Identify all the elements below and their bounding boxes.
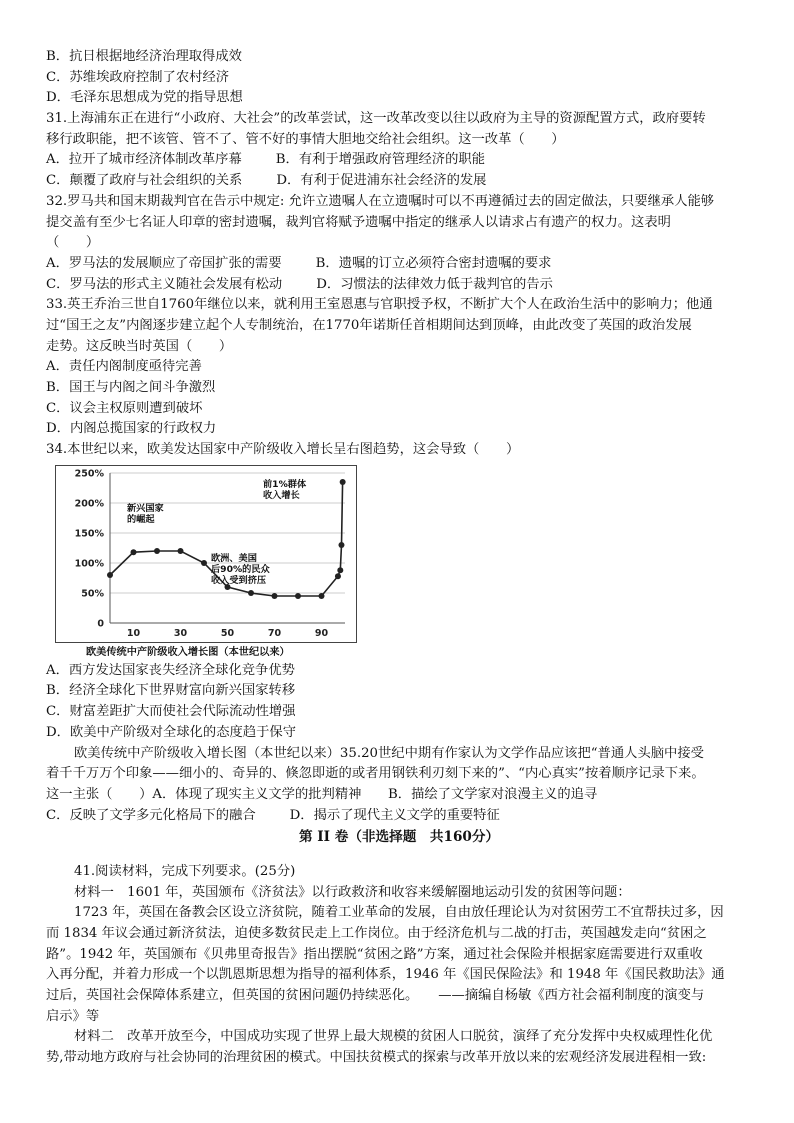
data-point	[340, 479, 346, 485]
annotation-text: 前1%群体	[263, 478, 307, 490]
q35-option-d: D．揭示了现代主义文学的重要特征	[289, 807, 500, 823]
q33-stem-line-2: 过“国王之友”内阁逐步建立起个人专制统治，在1770年诺斯任首相期间达到顶峰，由此改变了英国的政治发展	[46, 317, 692, 333]
annotation-text: 新兴国家	[127, 502, 164, 514]
y-tick-label: 100%	[74, 558, 104, 570]
q31-options-row-1	[46, 150, 752, 171]
q41-material-1-line-2: 1723 年，英国在备教会区设立济贫院，随着工业革命的发展，自由放任理论认为对贫困劳工不宜帮扶过多，因	[74, 905, 724, 921]
q32-stem-line-3: （ ）	[46, 235, 100, 251]
q33-option-a: A．责任内阁制度亟待完善	[46, 359, 202, 375]
q32-options-row-2	[46, 275, 752, 296]
q32-option-c: C．罗马法的形式主义随社会发展有松动	[46, 276, 283, 292]
annotation-text: 后90%的民众	[211, 563, 270, 575]
chart-frame	[56, 465, 357, 642]
q31-stem-line-1: 31.上海浦东正在进行“小政府、大社会”的改革尝试，这一改革改变以往以政府为主导的资源配置方式，政府要转	[46, 111, 706, 127]
q41-material-1-line-3: 而 1834 年议会通过新济贫法，迫使多数贫民走上工作岗位。由于经济危机与二战的打击，英国越发走向“贫困之	[46, 926, 707, 941]
q33-option-c: C．议会主权原则遭到破坏	[46, 400, 203, 416]
annotation-text: 收入增长	[263, 489, 300, 501]
data-point	[319, 593, 325, 599]
annotation-text: 欧洲、美国	[211, 552, 257, 564]
q32-option-b: B．遗嘱的订立必须符合密封遗嘱的要求	[315, 255, 552, 271]
q32-option-d: D．习惯法的法律效力低于裁判官的告示	[316, 276, 553, 292]
q41-material-2-line-1: 材料二 改革开放至今，中国成功实现了世界上最大规模的贫困人口脱贫，演绎了充分发挥中央权威理性化优	[74, 1029, 713, 1045]
chart-svg	[55, 465, 357, 643]
y-tick-label: 150%	[74, 528, 104, 540]
q41-material-1-line-7: 启示》等	[46, 1008, 100, 1024]
q30-option-b: B．抗日根据地经济治理取得成效	[46, 49, 242, 64]
annotation-text: 的崛起	[127, 513, 155, 525]
q41-material-1-line-4: 路”。1942 年，英国颁布《贝弗里奇报告》指出摆脱“贫困之路”方案，通过社会保险并根据家庭需要进行双重收	[46, 946, 703, 962]
q33-option-d: D．内阁总揽国家的行政权力	[46, 421, 217, 437]
q31-option-b: B．有利于增强政府管理经济的职能	[275, 152, 485, 168]
data-point	[178, 548, 184, 554]
q35-stem-line-3: 这一主张（ ）A．体现了现实主义文学的批判精神 B．描绘了文学家对浪漫主义的追寻	[46, 786, 598, 802]
q41-stem: 41.阅读材料，完成下列要求。(25分)	[74, 863, 296, 879]
data-point	[337, 567, 343, 573]
data-point	[338, 542, 344, 548]
exam-page	[46, 47, 752, 1069]
q34-option-a: A．西方发达国家丧失经济全球化竞争优势	[46, 662, 295, 678]
q32-options-row-1	[46, 254, 752, 275]
data-point	[154, 548, 160, 554]
q32-option-a: A．罗马法的发展顺应了帝国扩张的需要	[46, 255, 282, 271]
q33-stem-line-3: 走势。这反映当时英国（ ）	[46, 338, 233, 354]
data-point	[295, 593, 301, 599]
q35-option-c: C．反映了文学多元化格局下的融合	[46, 807, 256, 823]
q41-material-2-line-2: 势,带动地方政府与社会协同的治理贫困的模式。中国扶贫模式的探索与改革开放以来的宏观经济发展进程相一致:	[46, 1050, 707, 1066]
q41-material-1-line-1: 材料一 1601 年，英国颁布《济贫法》以行政救济和收容来缓解圈地运动引发的贫困等问题：	[74, 884, 631, 900]
y-tick-label: 50%	[81, 588, 104, 600]
q33-option-b: B．国王与内阁之间斗争激烈	[46, 380, 216, 395]
y-tick-label: 250%	[74, 468, 104, 480]
q32-stem-line-1: 32.罗马共和国末期裁判官在告示中规定: 允许立遗嘱人在立遗嘱时可以不再遵循过去的固定做法，只要继承人能够	[46, 193, 715, 209]
q34-option-b: B．经济全球化下世界财富向新兴国家转移	[46, 683, 296, 699]
data-point	[335, 573, 341, 579]
q31-option-c: C．颠覆了政府与社会组织的关系	[46, 173, 243, 189]
q41-material-1-line-6: 过后，英国社会保障体系建立，但英国的贫困问题仍持续恶化。 ——摘编自杨敏《西方社会福利制度的演变与	[46, 988, 705, 1004]
data-point	[248, 590, 254, 596]
q35-stem-line-1: 欧美传统中产阶级收入增长图（本世纪以来）35.20世纪中期有作家认为文学作品应该把“普通人头脑中接受	[74, 745, 704, 761]
q35-stem-line-2: 着千千万万个印象——细小的、奇异的、倏忽即逝的或者用钢铁利刃刻下来的”、“内心真实”按着顺序记录下来。	[46, 766, 705, 782]
q34-stem: 34.本世纪以来，欧美发达国家中产阶级收入增长呈右图趋势，这会导致（ ）	[46, 442, 520, 458]
x-tick-label: 10	[126, 627, 141, 639]
x-tick-label: 50	[220, 627, 235, 639]
data-point	[201, 560, 207, 566]
q32-stem-line-2: 提交盖有至少七名证人印章的密封遗嘱，裁判官将赋予遗嘱中指定的继承人以请求占有遗产的权力。这表明	[46, 214, 671, 230]
annotation-text: 收入受到挤压	[211, 574, 267, 586]
x-tick-label: 30	[173, 627, 188, 639]
q34-option-c: C．财富差距扩大而使社会代际流动性增强	[46, 704, 296, 720]
y-tick-label: 200%	[74, 498, 104, 510]
q41-material-1-line-5: 入再分配，并着力形成一个以凯恩斯思想为指导的福利体系，1946 年《国民保险法》和 1948 年《国民救助法》通	[46, 967, 725, 983]
chart-caption: 欧美传统中产阶级收入增长图（本世纪以来）	[86, 645, 290, 658]
x-tick-label: 70	[267, 627, 282, 639]
q34-option-d: D．欧美中产阶级对全球化的态度趋于保守	[46, 724, 297, 740]
q31-option-a: A．拉开了城市经济体制改革序幕	[46, 152, 242, 168]
data-point	[272, 593, 278, 599]
y-tick-label: 0	[97, 618, 104, 630]
section-heading: 第 II 卷（非选择题 共160分）	[298, 829, 500, 846]
income-growth-chart	[55, 465, 357, 643]
q31-options-row-2	[46, 171, 752, 192]
q31-option-d: D．有利于促进浦东社会经济的发展	[276, 173, 487, 189]
q30-option-c: C．苏维埃政府控制了农村经济	[46, 69, 230, 85]
data-point	[107, 572, 113, 578]
q35-options-row	[46, 806, 752, 827]
q31-stem-line-2: 移行政职能，把不该管、管不了、管不好的事情大胆地交给社会组织。这一改革（ ）	[46, 131, 565, 147]
data-point	[131, 549, 137, 555]
q33-stem-line-1: 33.英王乔治三世自1760年继位以来，就利用王室恩惠与官职授予权，不断扩大个人在政治生活中的影响力；他通	[46, 297, 713, 313]
spacer	[46, 848, 752, 862]
q30-option-d: D．毛泽东思想成为党的指导思想	[46, 90, 243, 106]
x-tick-label: 90	[314, 627, 329, 639]
